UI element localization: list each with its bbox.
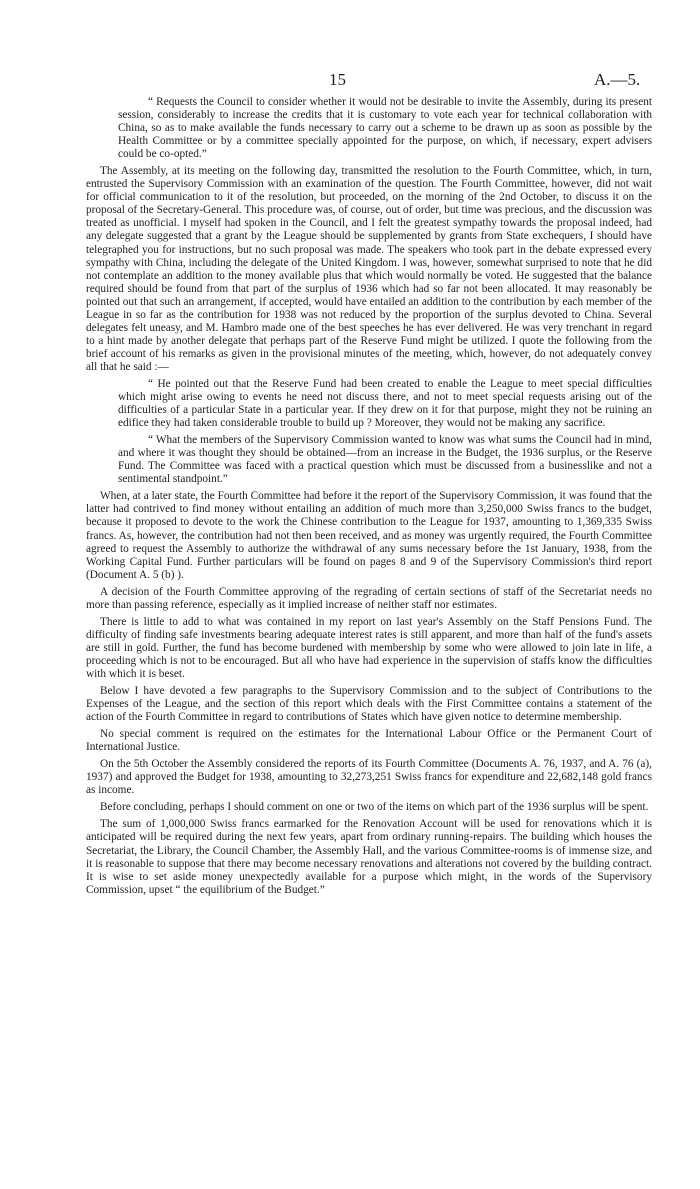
paragraph-pensions-fund: There is little to add to what was contained in my report on last year's Assembly on the Staff Pensions Fund. The difficulty of finding safe investments bearing adequate interest rates is still apparent, and more than half of the fund's assets are still in gold. Further, the fund has become burdened with membership by some who were allowed to join late in life, a proceeding which is not to be encouraged. But all who have had experience in the supervision of staffs know the difficulties with which it is beset. (86, 615, 652, 680)
paragraph-regrading: A decision of the Fourth Committee approving of the regrading of certain sections of staff of the Secretariat needs no more than passing reference, especially as it implied increase of neither staff nor estimates. (86, 585, 652, 611)
document-reference: A.—5. (594, 70, 641, 89)
paragraph-budget-approval: On the 5th October the Assembly considered the reports of its Fourth Committee (Documents A. 76, 1937, and A. 76 (a), 1937) and approved the Budget for 1938, amounting to 32,273,251 Swiss francs for expenditure and 22,682,148 gold francs as income. (86, 758, 652, 797)
quoted-resolution: “ Requests the Council to consider whether it would not be desirable to invite the Assembly, during its present session, considerably to increase the credits that it is customary to vote each year for technical collaboration with China, so as to make available the funds necessary to carry out a scheme to be drawn up as soon as possible by the Health Committee or by a committee specially appointed for the purpose, on which, if necessary, expert advisers could be co-opted.” (118, 96, 652, 161)
paragraph-assembly-meeting: The Assembly, at its meeting on the following day, transmitted the resolution to the Fourth Committee, which, in turn, entrusted the Supervisory Commission with an examination of the question. The Fourth Committee, however, did not wait for official communication to it of the resolution, but proceeded, on the morning of the 2nd October, to discuss it on the proposal of the Secretary-General. This procedure was, of course, out of order, but time was precious, and the discussion was treated as unofficial. I myself had spoken in the Council, and I felt the greatest sympathy towards the proposal indeed, had any delegate suggested that a grant by the League should be supplemented by grants from State exchequers, I should have telegraphed you for instructions, but no such proposal was made. The speakers who took part in the debate expressed every sympathy with China, including the delegate of the United Kingdom. I was, however, somewhat surprised to note that he did not contemplate an addition to the money available plus that which would normally be voted. He suggested that the balance required should be found from that part of the surplus of 1936 which had so far not been allocated. It may reasonably be pointed out that such an arrangement, if accepted, would have entailed an addition to the contribution by each member of the League in so far as the contribution for 1938 was not reduced by the proportion of the surplus devoted to China. Several delegates felt uneasy, and M. Hambro made one of the best speeches he has ever delivered. He was very trenchant in regard to a hint made by another delegate that perhaps part of the Reserve Fund might be utilized. I quote the following from the brief account of his remarks as given in the provisional minutes of the meeting, which, however, do not adequately convey all that he said :— (86, 165, 652, 373)
page-header (0, 70, 700, 90)
paragraph-labour-office: No special comment is required on the estimates for the International Labour Office or the Permanent Court of International Justice. (86, 728, 652, 754)
paragraph-contributions: Below I have devoted a few paragraphs to the Supervisory Commission and to the subject of Contributions to the Expenses of the League, and the section of this report which deals with the First Committee contains a statement of the action of the Fourth Committee in regard to contributions of States which have given notice to determine membership. (86, 685, 652, 724)
quoted-reserve-fund: “ He pointed out that the Reserve Fund had been created to enable the League to meet special difficulties which might arise owing to events he need not discuss there, and not to meet special requests arising out of the difficulties of a particular State in a particular year. If they drew on it for that purpose, might they not be ruining an edifice they had taken considerable trouble to build up ? Moreover, they would not be making any sacrifice. (118, 377, 652, 430)
document-body (86, 96, 652, 901)
paragraph-before-concluding: Before concluding, perhaps I should comment on one or two of the items on which part of the 1936 surplus will be spent. (100, 801, 649, 814)
quoted-supervisory-commission: “ What the members of the Supervisory Commission wanted to know was what sums the Council had in mind, and where it was thought they should be obtained—from an increase in the Budget, the 1936 surplus, or the Reserve Fund. The Committee was faced with a practical question which must be discussed from a businesslike and not a sentimental standpoint.” (118, 434, 652, 486)
page-number: 15 (329, 70, 346, 89)
paragraph-renovation-account: The sum of 1,000,000 Swiss francs earmarked for the Renovation Account will be used for renovations which it is anticipated will be required during the next few years, apart from ordinary running-repairs. The building which houses the Secretariat, the Library, the Council Chamber, the Assembly Hall, and the various Committee-rooms is of immense size, and it is reasonable to suppose that there may become necessary renovations and alterations not covered by the building contract. It is wise to set aside money unexpectedly available for a purpose which might, in the words of the Supervisory Commission, upset “ the equilibrium of the Budget.” (86, 818, 652, 896)
paragraph-later-state: When, at a later state, the Fourth Committee had before it the report of the Supervisory Commission, it was found that the latter had contrived to find money without entailing an addition of much more than 3,250,000 Swiss francs to the budget, because it proposed to devote to the work the Chinese contribution to the League for 1937, amounting to 1,369,335 Swiss francs. As, however, the contribution had not then been received, and as money was urgently required, the Fourth Committee agreed to request the Assembly to authorize the withdrawal of any sums necessary before the 1st January, 1938, from the Working Capital Fund. Further particulars will be found on pages 8 and 9 of the Supervisory Commission's third report (Document A. 5 (b) ). (86, 490, 652, 581)
